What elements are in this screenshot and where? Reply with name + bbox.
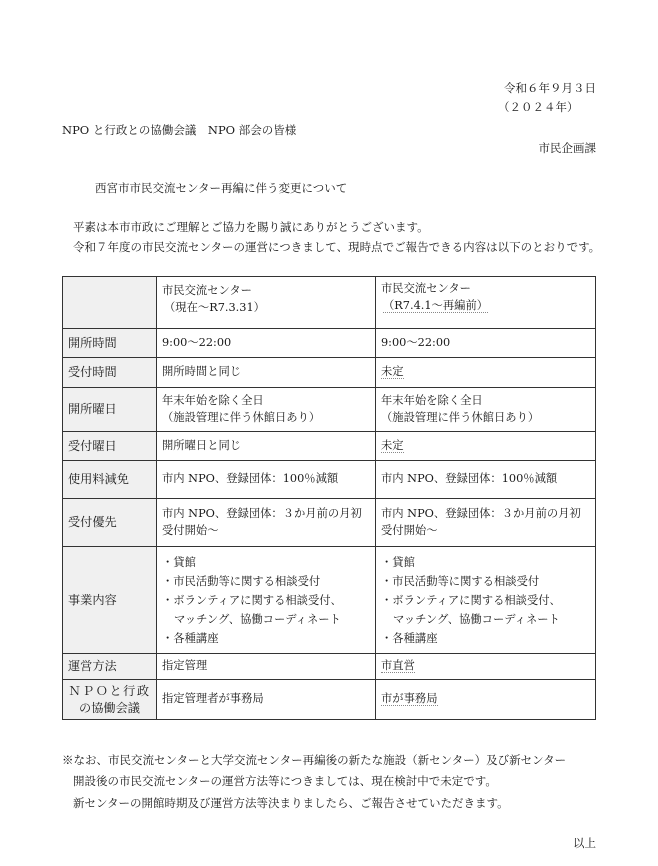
note-line-2: 開設後の市民交流センターの運営方法等につきましては、現在検討中で未定です。 xyxy=(73,774,497,788)
row-operation-future-text: 市直営 xyxy=(381,659,415,673)
row-open-days-future xyxy=(376,388,596,432)
service-item-volunteer: ・ボランティアに関する相談受付、 xyxy=(381,593,561,607)
row-council-future xyxy=(376,680,596,720)
row-label-council xyxy=(63,680,157,720)
row-council-future-text: 市が事務局 xyxy=(381,692,438,706)
table-header-row xyxy=(63,277,596,329)
note-line-1: ※なお、市民交流センターと大学交流センター再編後の新たな施設（新センター）及び新センター xyxy=(62,753,567,767)
table-row xyxy=(63,329,596,358)
row-priority-future-line2: 受付開始～ xyxy=(381,523,438,537)
row-fee-reduction-future: 市内 NPO、登録団体：100％減額 xyxy=(376,461,596,499)
service-item-courses: ・各種講座 xyxy=(162,631,219,645)
row-operation-current: 指定管理 xyxy=(157,654,376,680)
sender: 市民企画課 xyxy=(538,141,596,155)
service-item-courses: ・各種講座 xyxy=(381,631,438,645)
row-reception-days-future-text: 未定 xyxy=(381,438,404,452)
service-item-consultation: ・市民活動等に関する相談受付 xyxy=(162,574,321,588)
row-priority-current xyxy=(157,499,376,547)
row-services-future xyxy=(376,547,596,654)
document-date: 令和６年９月３日 xyxy=(504,81,596,95)
row-operation-future xyxy=(376,654,596,680)
table-row xyxy=(63,654,596,680)
row-label-services: 事業内容 xyxy=(63,547,157,654)
row-priority-future xyxy=(376,499,596,547)
row-label-reception-days: 受付曜日 xyxy=(63,432,157,461)
header-blank-cell xyxy=(63,277,157,329)
row-label-council-line2: の協働会議 xyxy=(79,700,140,715)
intro-line-2: 令和７年度の市民交流センターの運営につきまして、現時点でご報告できる内容は以下のとおりです。 xyxy=(73,240,601,254)
header-future xyxy=(376,277,596,329)
service-item-consultation: ・市民活動等に関する相談受付 xyxy=(381,574,540,588)
row-open-days-current-line1: 年末年始を除く全日 xyxy=(162,394,264,407)
row-label-fee-reduction: 使用料減免 xyxy=(63,461,157,499)
header-current-line2: （現在～R7.3.31） xyxy=(164,300,265,314)
row-reception-hours-future-text: 未定 xyxy=(381,365,404,379)
comparison-table xyxy=(62,276,596,720)
document-title: 西宮市市民交流センター再編に伴う変更について xyxy=(95,181,348,195)
row-priority-current-line2: 受付開始～ xyxy=(162,523,219,537)
row-priority-current-line1: 市内 NPO、登録団体：３か月前の月初 xyxy=(162,507,362,520)
row-priority-future-line1: 市内 NPO、登録団体：３か月前の月初 xyxy=(381,507,581,520)
row-label-reception-hours: 受付時間 xyxy=(63,358,157,388)
row-reception-days-current: 開所曜日と同じ xyxy=(157,432,376,461)
row-open-days-current xyxy=(157,388,376,432)
table-row xyxy=(63,358,596,388)
row-hours-future: 9:00～22:00 xyxy=(376,329,596,358)
table-row xyxy=(63,499,596,547)
table-row xyxy=(63,461,596,499)
header-future-line1: 市民交流センター xyxy=(381,282,471,295)
service-item-rental: ・貸館 xyxy=(162,555,196,569)
row-open-days-current-line2: （施設管理に伴う休館日あり） xyxy=(162,410,321,424)
service-item-volunteer: ・ボランティアに関する相談受付、 xyxy=(162,593,342,607)
row-open-days-future-line1: 年末年始を除く全日 xyxy=(381,394,483,407)
service-item-rental: ・貸館 xyxy=(381,555,415,569)
header-future-line2 xyxy=(381,298,590,315)
row-label-hours: 開所時間 xyxy=(63,329,157,358)
row-label-council-line1: ＮＰＯと行政 xyxy=(68,683,151,698)
table-row xyxy=(63,547,596,654)
row-council-current: 指定管理者が事務局 xyxy=(157,680,376,720)
closing: 以上 xyxy=(573,836,596,850)
row-fee-reduction-current: 市内 NPO、登録団体：100％減額 xyxy=(157,461,376,499)
table-row xyxy=(63,680,596,720)
note-line-3: 新センターの開館時期及び運営方法等決まりましたら、ご報告させていただきます。 xyxy=(73,796,509,810)
row-reception-days-future xyxy=(376,432,596,461)
header-future-line2-text: （R7.4.1～再編前） xyxy=(383,298,489,312)
intro-line-1: 平素は本市市政にご理解とご協力を賜り誠にありがとうございます。 xyxy=(73,220,429,234)
row-label-open-days: 開所曜日 xyxy=(63,388,157,432)
header-current-line1: 市民交流センター xyxy=(162,284,252,297)
row-reception-hours-current: 開所時間と同じ xyxy=(157,358,376,388)
row-label-priority: 受付優先 xyxy=(63,499,157,547)
row-open-days-future-line2: （施設管理に伴う休館日あり） xyxy=(381,410,540,424)
service-item-matching: マッチング、協働コーディネート xyxy=(393,612,560,626)
row-services-current xyxy=(157,547,376,654)
header-current xyxy=(157,277,376,329)
document-year: （２０２４年） xyxy=(498,100,579,114)
row-hours-current: 9:00～22:00 xyxy=(157,329,376,358)
table-row xyxy=(63,432,596,461)
recipient: NPO と行政との協働会議 NPO 部会の皆様 xyxy=(62,123,297,137)
row-label-operation: 運営方法 xyxy=(63,654,157,680)
row-reception-hours-future xyxy=(376,358,596,388)
service-item-matching: マッチング、協働コーディネート xyxy=(174,612,341,626)
table-row xyxy=(63,388,596,432)
